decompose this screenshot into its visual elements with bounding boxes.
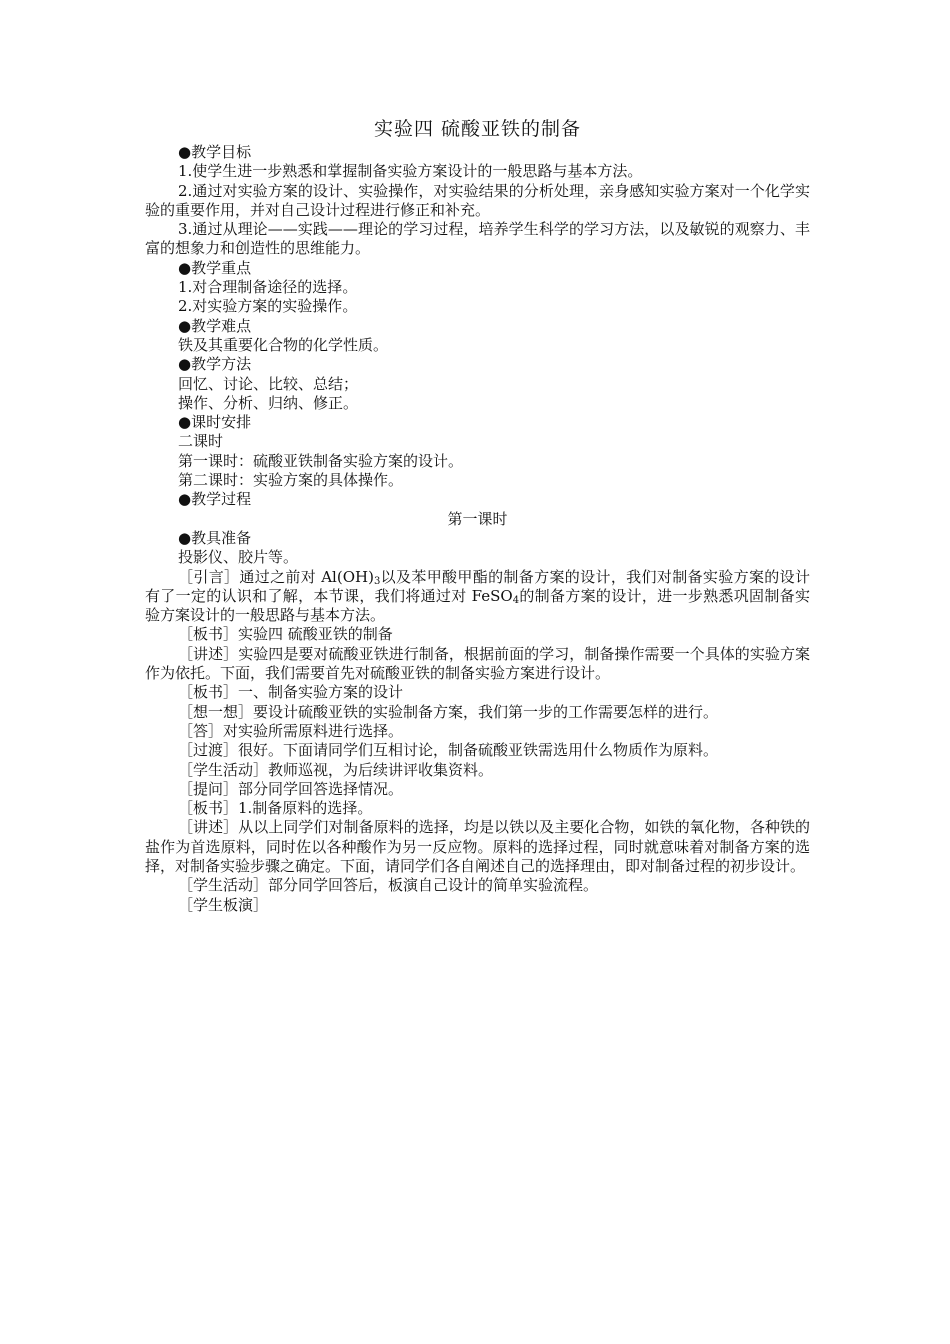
intro-text-part1: ［引言］通过之前对 Al(OH) <box>178 567 374 586</box>
schedule-item: 第二课时：实验方案的具体操作。 <box>178 471 404 490</box>
intro-text-part3: 的制备方案的设计，进一步熟悉巩固制备实验方案设计的一般思路与基本方法。 <box>145 586 810 625</box>
section-heading-objectives: ●教学目标 <box>178 143 252 161</box>
dialogue-line: ［讲述］从以上同学们对制备原料的选择，均是以铁以及主要化合物，如铁的氧化物，各种铁的盐作为首选原料，同时佐以各种酸作为另一反应物。原料的选择过程，同时就意味着对制备方案的选择，对制备实验步骤之确定。下面，请同学们各自阐述自己的选择理由，即对制备过程的初步设计。 <box>145 818 810 875</box>
difficulty-text: 铁及其重要化合物的化学性质。 <box>178 335 389 354</box>
dialogue-line: ［板书］实验四 硫酸亚铁的制备 <box>178 625 393 644</box>
section-heading-keypoints: ●教学重点 <box>178 258 252 277</box>
subscript-3: 3 <box>373 575 381 587</box>
section-heading-schedule: ●课时安排 <box>178 413 252 432</box>
objective-item: 1.使学生进一步熟悉和掌握制备实验方案设计的一般思路与基本方法。 <box>178 162 643 181</box>
section-heading-methods: ●教学方法 <box>178 355 252 374</box>
schedule-item: 二课时 <box>178 432 224 451</box>
dialogue-line: ［过渡］很好。下面请同学们互相讨论，制备硫酸亚铁需选用什么物质作为原料。 <box>178 741 719 760</box>
method-item: 回忆、讨论、比较、总结； <box>178 374 359 393</box>
dialogue-line: ［学生活动］教师巡视，为后续讲评收集资料。 <box>178 760 494 779</box>
subscript-4: 4 <box>512 594 520 606</box>
section-heading-process: ●教学过程 <box>178 490 252 509</box>
dialogue-line: ［学生活动］部分同学回答后，板演自己设计的简单实验流程。 <box>178 876 599 895</box>
tools-text: 投影仪、胶片等。 <box>178 548 299 567</box>
dialogue-line: ［学生板演］ <box>178 895 269 914</box>
dialogue-line: ［板书］一、制备实验方案的设计 <box>178 683 404 702</box>
intro-text-part2: 以及苯甲酸甲酯的制备方案的设计，我们对制备实验方案的设计有了一定的认识和了解，本节课，我们将通过对 FeSO <box>145 567 810 605</box>
intro-paragraph <box>145 568 810 626</box>
dialogue-line: ［提问］部分同学回答选择情况。 <box>178 779 404 798</box>
section-heading-difficulty: ●教学难点 <box>178 316 252 335</box>
schedule-item: 第一课时：硫酸亚铁制备实验方案的设计。 <box>178 451 464 470</box>
section-heading-tools: ●教具准备 <box>178 528 252 547</box>
page-title: 实验四 硫酸亚铁的制备 <box>373 118 582 140</box>
objective-item: 2.通过对实验方案的设计、实验操作，对实验结果的分析处理，亲身感知实验方案对一个化学实验的重要作用，并对自己设计过程进行修正和补充。 <box>145 181 810 219</box>
dialogue-line: ［想一想］要设计硫酸亚铁的实验制备方案，我们第一步的工作需要怎样的进行。 <box>178 702 719 721</box>
dialogue-line: ［板书］1.制备原料的选择。 <box>178 799 373 818</box>
keypoint-item: 1.对合理制备途径的选择。 <box>178 278 358 297</box>
keypoint-item: 2.对实验方案的实验操作。 <box>178 297 358 316</box>
dialogue-line: ［讲述］实验四是要对硫酸亚铁进行制备，根据前面的学习，制备操作需要一个具体的实验方案作为依托。下面，我们需要首先对硫酸亚铁的制备实验方案进行设计。 <box>145 644 810 683</box>
document-page <box>145 116 810 915</box>
objective-item: 3.通过从理论——实践——理论的学习过程，培养学生科学的学习方法，以及敏锐的观察力、丰富的想象力和创造性的思维能力。 <box>145 220 810 258</box>
dialogue-line: ［答］对实验所需原料进行选择。 <box>178 721 404 740</box>
method-item: 操作、分析、归纳、修正。 <box>178 393 359 412</box>
lesson-heading: 第一课时 <box>447 509 508 528</box>
